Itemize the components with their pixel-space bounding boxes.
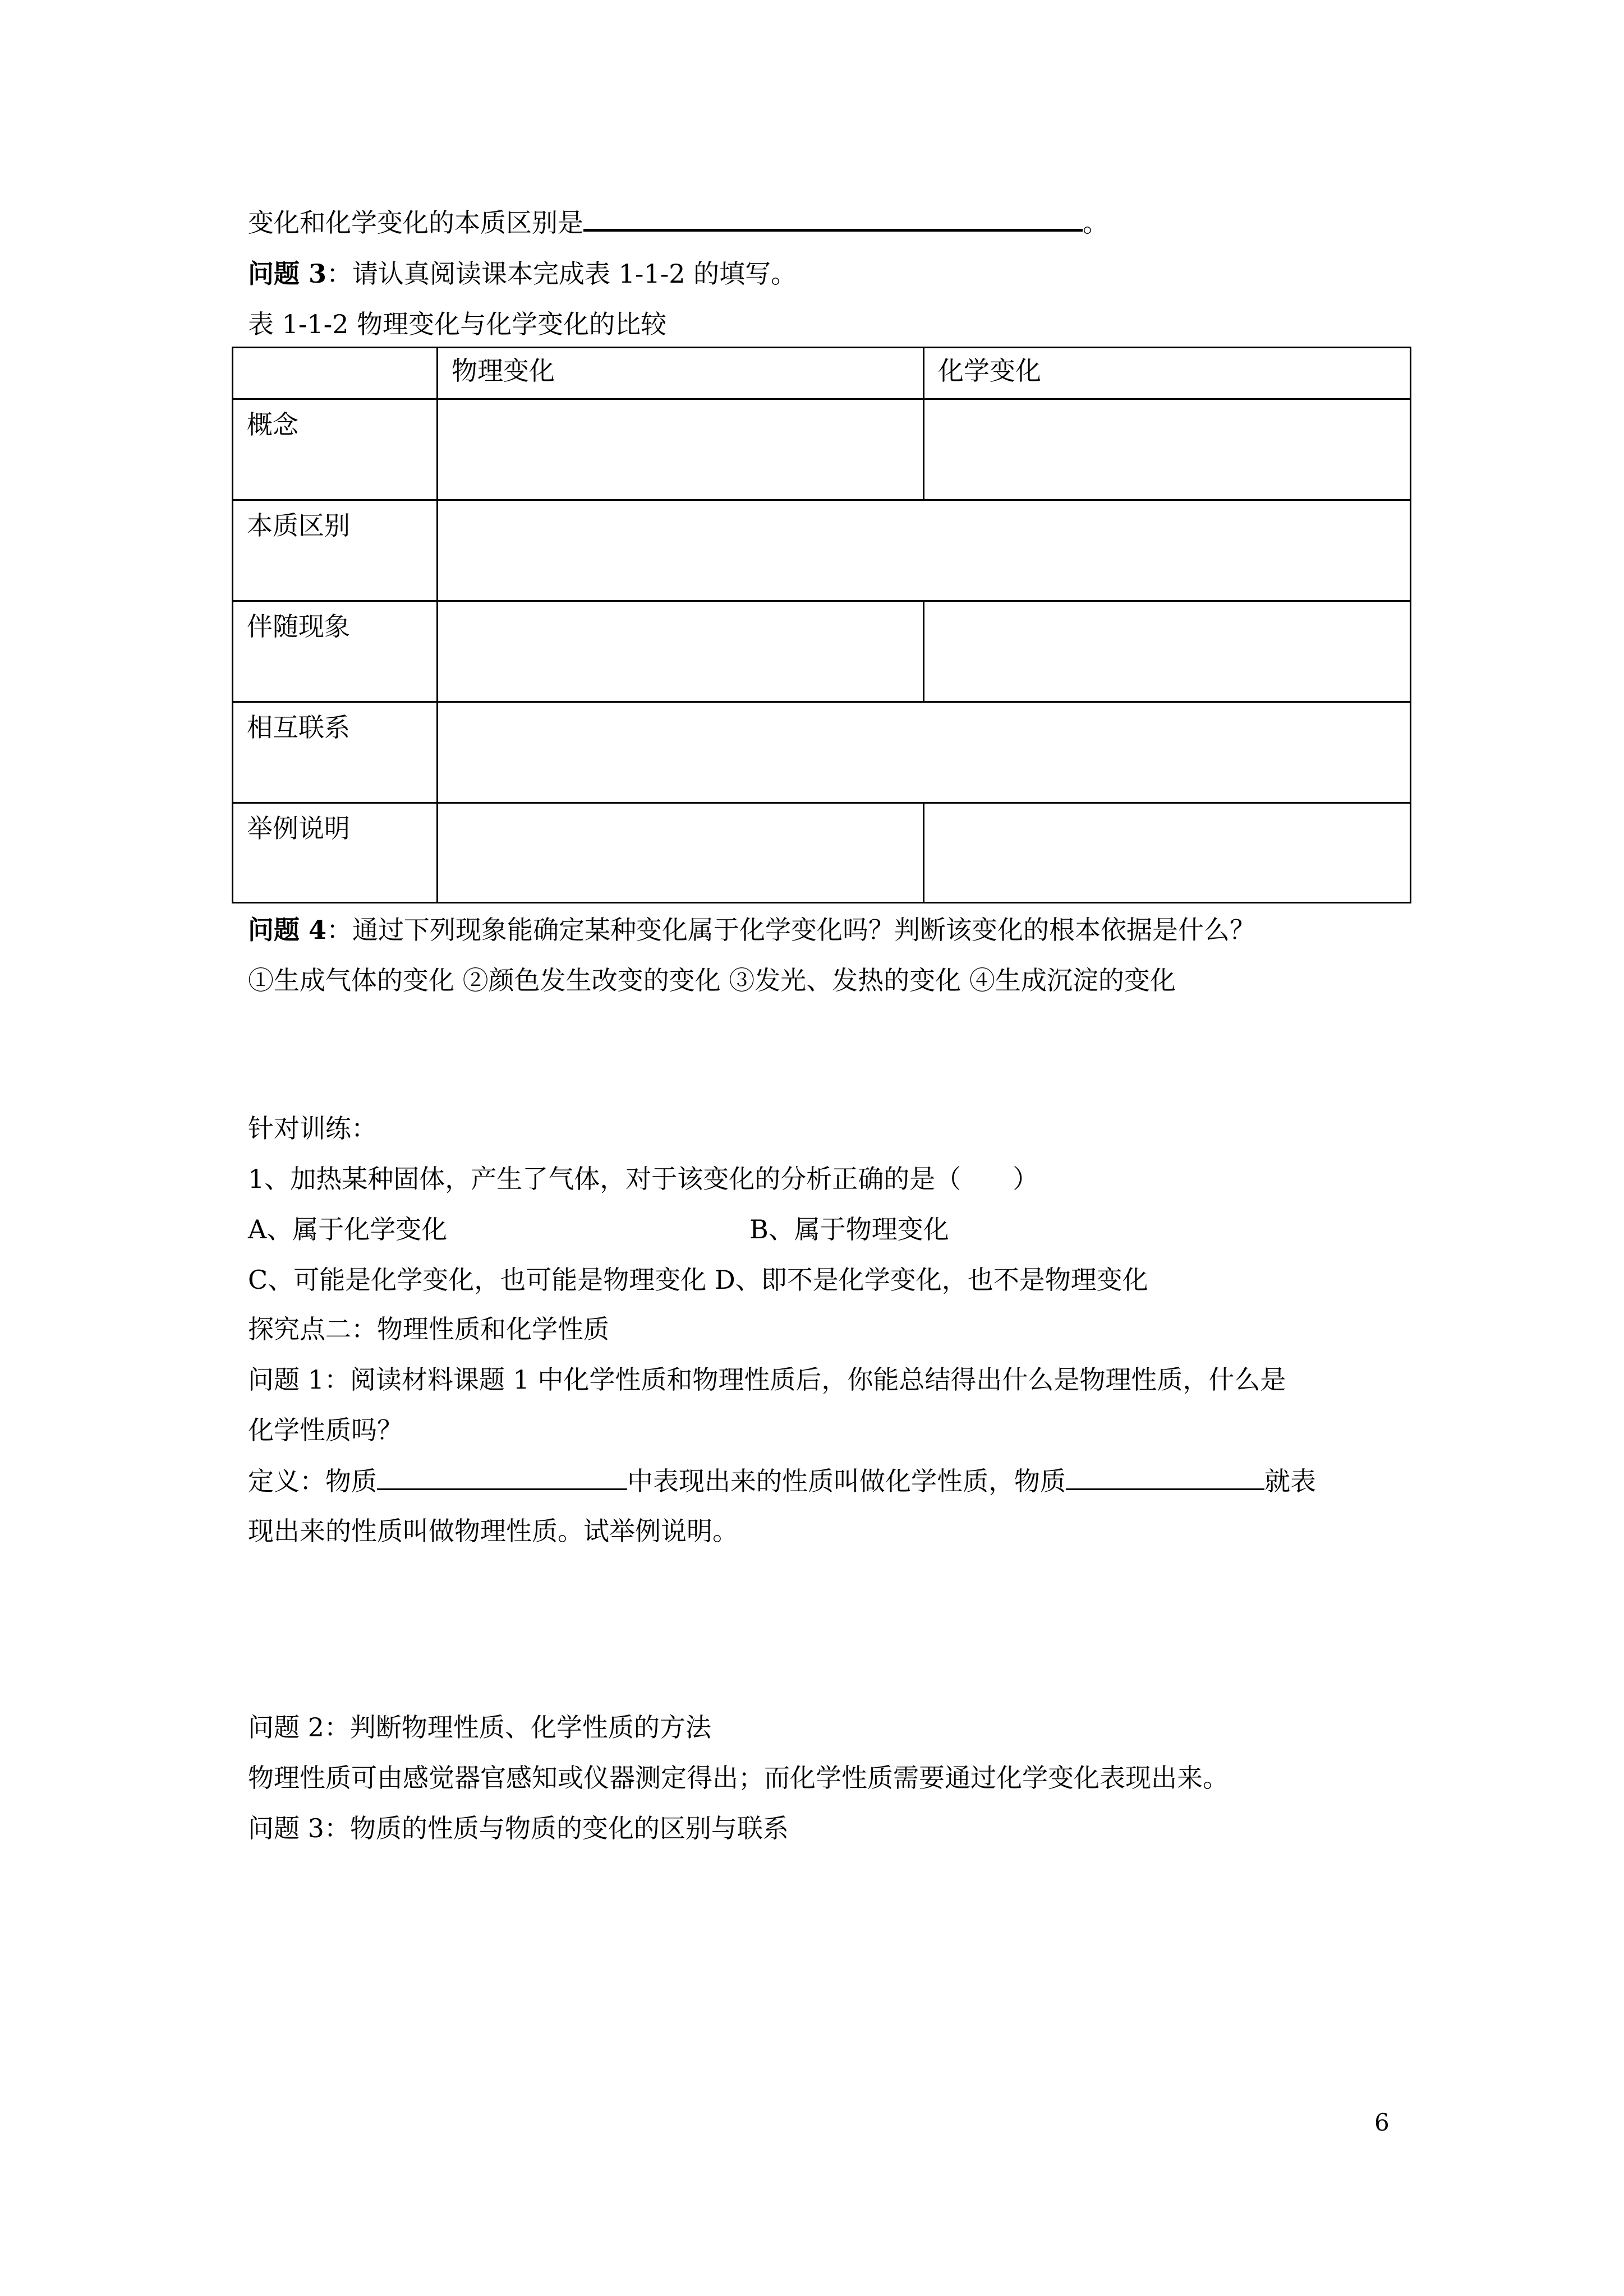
answer-cell[interactable] [438,500,1411,601]
table-row [233,500,1411,601]
answer-blank[interactable] [1066,1464,1264,1490]
table-header-chemical: 化学变化 [924,348,1411,399]
training-question-1: 1、加热某种固体，产生了气体，对于该变化的分析正确的是（ ） [248,1164,1039,1194]
question-4-label: 问题 4 [248,915,327,945]
definition-line-2: 现出来的性质叫做物理性质。试举例说明。 [248,1516,738,1546]
question-4-text: ：通过下列现象能确定某种变化属于化学变化吗？判断该变化的根本依据是什么？ [326,915,1256,945]
row-label-phenomena: 伴随现象 [233,601,438,702]
answer-cell[interactable] [924,601,1411,702]
table-row [233,803,1411,903]
answer-cell[interactable] [438,803,924,903]
answer-cell[interactable] [438,601,924,702]
question-3-label: 问题 3 [248,259,327,289]
option-a[interactable]: A、属于化学变化 [248,1214,448,1244]
answer-blank[interactable] [377,1464,627,1490]
answer-cell[interactable] [438,702,1411,803]
table-row [233,399,1411,500]
row-label-concept: 概念 [233,399,438,500]
definition-text-a: 定义：物质 [248,1466,377,1496]
training-heading: 针对训练： [248,1113,377,1144]
inquiry-question-1: 问题 1：阅读材料课题 1 中化学性质和物理性质后，你能总结得出什么是物理性质，什么是 [248,1364,1286,1395]
definition-text-b: 中表现出来的性质叫做化学性质，物质 [627,1466,1066,1496]
inquiry-question-2-answer: 物理性质可由感觉器官感知或仪器测定得出；而化学性质需要通过化学变化表现出来。 [248,1763,1229,1793]
inquiry-question-2: 问题 2：判断物理性质、化学性质的方法 [248,1712,711,1742]
page-number: 6 [1374,2109,1390,2136]
answer-cell[interactable] [924,803,1411,903]
inquiry-question-3: 问题 3：物质的性质与物质的变化的区别与联系 [248,1813,789,1843]
answer-cell[interactable] [438,399,924,500]
question-4 [248,913,1255,947]
row-label-essence: 本质区别 [233,500,438,601]
table-header-cell [233,348,438,399]
table-row [233,702,1411,803]
definition-line [248,1464,1316,1498]
table-row [233,601,1411,702]
training-options-cd: C、可能是化学变化，也可能是物理变化 D、即不是化学变化，也不是物理变化 [248,1265,1148,1295]
intro-text: 变化和化学变化的本质区别是 [248,208,583,238]
question-3-text: ：请认真阅读课本完成表 1-1-2 的填写。 [326,259,797,289]
table-header-row [233,348,1411,399]
intro-line-end: 。 [1083,208,1108,238]
inquiry-question-1-cont: 化学性质吗？ [248,1415,403,1445]
intro-line [248,204,1108,239]
inquiry-heading: 探究点二：物理性质和化学性质 [248,1314,609,1344]
option-b[interactable]: B、属于物理变化 [749,1214,949,1244]
table-header-physical: 物理变化 [438,348,924,399]
row-label-relation: 相互联系 [233,702,438,803]
comparison-table [232,347,1411,903]
question-4-options: ①生成气体的变化 ②颜色发生改变的变化 ③发光、发热的变化 ④生成沉淀的变化 [248,965,1176,995]
training-options-ab [248,1212,1426,1246]
question-3 [248,257,797,291]
answer-blank[interactable] [583,204,1083,232]
answer-cell[interactable] [924,399,1411,500]
row-label-examples: 举例说明 [233,803,438,903]
definition-text-c: 就表 [1264,1466,1316,1496]
table-caption: 表 1-1-2 物理变化与化学变化的比较 [248,309,667,339]
